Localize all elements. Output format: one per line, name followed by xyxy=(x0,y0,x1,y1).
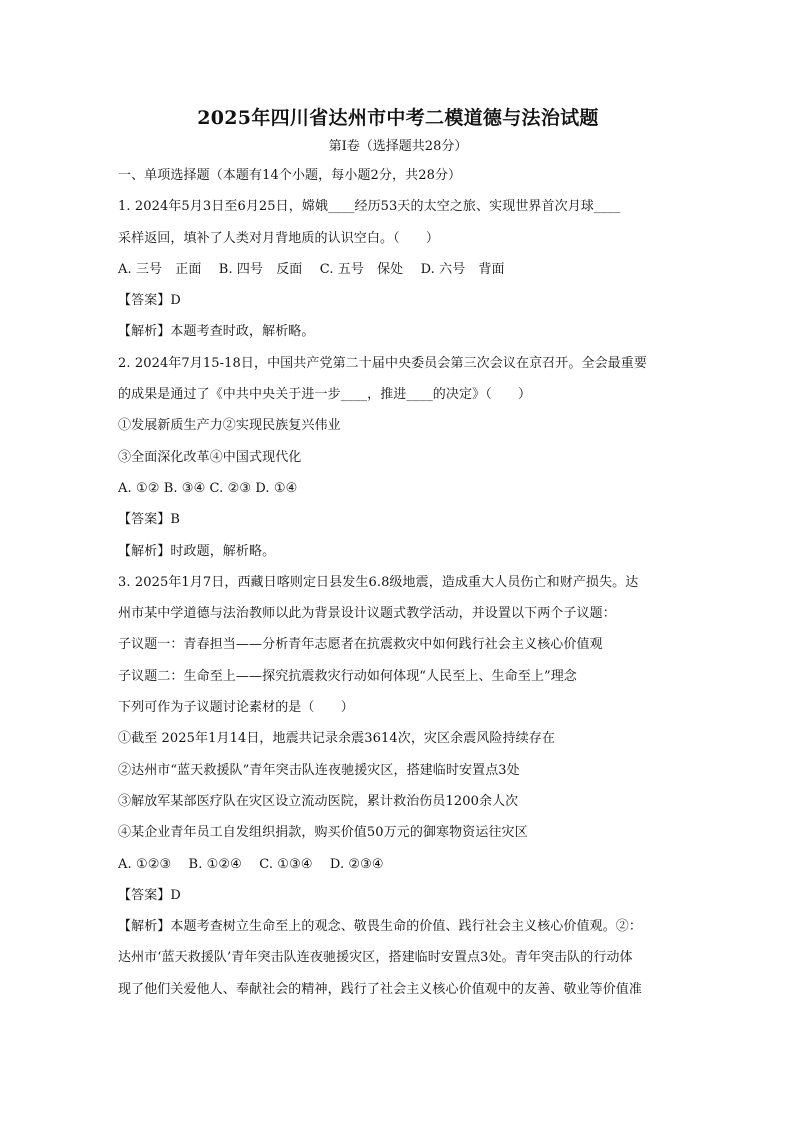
q1-analysis: 【解析】本题考查时政，解析略。 xyxy=(118,324,315,340)
q2-item-3-4: ③全面深化改革④中国式现代化 xyxy=(118,449,302,465)
q3-prompt: 下列可作为子议题讨论素材的是（ ） xyxy=(118,700,354,716)
q3-item-3: ③解放军某部医疗队在灾区设立流动医院，累计救治伤员1200余人次 xyxy=(118,793,519,809)
page-title: 2025年四川省达州市中考二模道德与法治试题 xyxy=(197,107,599,129)
q3-item-1: ①截至 2025年1月14日，地震共记录余震3614次，灾区余震风险持续存在 xyxy=(118,731,555,747)
q3-analysis-line-1: 【解析】本题考查树立生命至上的观念、敬畏生命的价值、践行社会主义核心价值观。②： xyxy=(118,919,643,935)
q3-analysis-line-2: 达州市‘蓝天救援队’青年突击队连夜驰援灾区，搭建临时安置点3处。青年突击队的行动体 xyxy=(118,950,633,966)
q3-stem-line-1: 3. 2025年1月7日，西藏日喀则定日县发生6.8级地震，造成重大人员伤亡和财产损失。达 xyxy=(118,574,639,590)
q2-item-1-2: ①发展新质生产力②实现民族复兴伟业 xyxy=(118,418,341,434)
q3-options: A. ①②③ B. ①②④ C. ①③④ D. ②③④ xyxy=(118,856,384,872)
q3-subtopic-1: 子议题一：青春担当——分析青年志愿者在抗震救灾中如何践行社会主义核心价值观 xyxy=(118,637,603,653)
q1-answer: 【答案】D xyxy=(118,293,181,309)
q1-stem-line-1: 1. 2024年5月3日至6月25日，嫦娥____经历53天的太空之旅、实现世界首次月球____ xyxy=(118,199,621,215)
q1-stem-line-2: 采样返回，填补了人类对月背地质的认识空白。（ ） xyxy=(118,230,440,246)
document-page xyxy=(118,100,678,1005)
q2-analysis: 【解析】时政题，解析略。 xyxy=(118,543,276,559)
q2-stem-line-2: 的成果是通过了《中共中央关于进一步____，推进____的决定》（ ） xyxy=(118,387,532,403)
q3-stem-line-2: 州市某中学道德与法治教师以此为背景设计议题式教学活动，并设置以下两个子议题： xyxy=(118,606,616,622)
section-heading: 一、单项选择题（本题有14个小题，每小题2分，共28分） xyxy=(118,168,462,183)
q2-answer: 【答案】B xyxy=(118,512,181,528)
q3-analysis-line-3: 现了他们关爱他人、奉献社会的精神，践行了社会主义核心价值观中的友善、敬业等价值准 xyxy=(118,981,643,997)
q2-stem-line-1: 2. 2024年7月15-18日，中国共产党第二十届中央委员会第三次会议在京召开。全会最重要 xyxy=(118,355,647,371)
q2-options: A. ①② B. ③④ C. ②③ D. ①④ xyxy=(118,480,298,496)
q3-item-2: ②达州市“蓝天救援队”青年突击队连夜驰援灾区，搭建临时安置点3处 xyxy=(118,762,520,778)
q3-item-4: ④某企业青年员工自发组织捐款，购买价值50万元的御寒物资运往灾区 xyxy=(118,825,528,841)
q3-answer: 【答案】D xyxy=(118,887,181,903)
section-subtitle: 第Ⅰ卷（选择题共28分） xyxy=(328,139,468,154)
q1-options: A. 三号 正面 B. 四号 反面 C. 五号 保处 D. 六号 背面 xyxy=(118,261,505,277)
q3-subtopic-2: 子议题二：生命至上——探究抗震救灾行动如何体现“人民至上、生命至上”理念 xyxy=(118,668,577,684)
